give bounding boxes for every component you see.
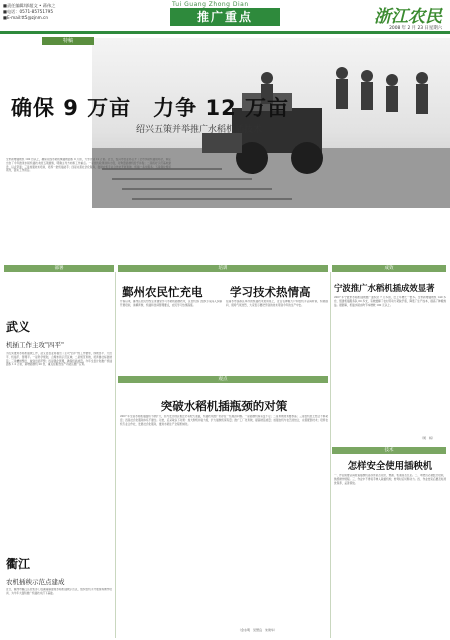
section-bar-training: 培训 (118, 265, 328, 272)
topic-label: 特稿 (42, 37, 94, 45)
yinzhou-headline: 鄞州农民忙充电 (122, 285, 203, 299)
study-headline: 学习技术热情高 (230, 285, 311, 299)
section-pinyin: Tui Guang Zhong Dian (172, 1, 249, 8)
lead-subheadline: 绍兴五策并举推广水稻机插技术 (135, 125, 262, 135)
editor-line: ■责任编辑/郭超文 • 蒋伟之 (3, 3, 56, 8)
ningbo-body: 2007 年宁波市水稻机插秧推广面积达 7 万多亩，比上年增长一倍多。全市新增插秧机 140 多台，组建机插服务队 60 多支，有效缓解了农村劳动力紧缺矛盾，降低了生产成本，提高了种粮效益。据测算，机插水稻亩均节本增效 100 元以上。 (334, 296, 446, 307)
masthead (0, 0, 450, 32)
section-bar-deploy: 部署 (4, 265, 114, 272)
phone-line: ■电话：0571-85751795 (3, 9, 54, 14)
column-divider-left (115, 272, 116, 638)
wuyi-headline: 武义 (6, 320, 31, 334)
safety-headline: 怎样安全使用插秧机 (347, 461, 433, 472)
qujiang-body: 近日，衢州市衢江区农机部门在湖南镇建成水稻机插秧示范点，组织农机手开展现场操作培训，为今年大面积推广机插技术打下基础。 (6, 588, 112, 595)
viewpoint-headline: 突破水稻机插瓶颈的对策 (160, 399, 288, 413)
wuyi-subheadline: 机插工作主攻"四平" (6, 341, 64, 349)
ningbo-headline: 宁波推广水稻机插成效显著 (334, 283, 435, 293)
viewpoint-body: 2007 年全省水稻机插面积不断扩大，但与发达地区相比仍有较大差距，机插技术推广仍存在一些瓶颈问题。一是插秧机保有量不足；二是育秧技术要求高；三是农机农艺结合不够紧密；四是社会化服务体系不健全。对此，应采取以下对策：加大购机补贴力度，扩大插秧机保有量；推广工厂化育秧，提高秧苗质量；加强农机与农艺的结合，完善配套技术；培育农机专业合作社，发展社会化服务，推进水稻生产全程机械化。 (120, 415, 328, 426)
lead-body: 全市新增插秧机 100 台以上，确保完成水稻机械插秧面积 9 万亩，力争达到 12 万亩。近日，绍兴市农业局召开了全市水稻机插现场会，制定出台了今年推进水稻机插技术的五项措施，明确主攻方向和工作重点。一是加大政策扶持力度，对购置插秧机给予补贴；二是抓好示范基地建设，以点带面；三是加强技术培训，培养一批机插能手；四是完善社会化服务，鼓励农机专业合作社开展育秧、机插一条龙服务；五是强化组织领导，落实工作责任。 (6, 158, 171, 173)
ningbo-byline: （周 杨） (420, 436, 436, 440)
qujiang-subheadline: 农机插秧示范点建成 (6, 578, 65, 586)
newspaper-logo: 浙江农民 (374, 7, 442, 27)
issue-date: 2008 年 2 月 23 日星期六 (389, 26, 442, 31)
yinzhou-body: 开春以来，鄞州区农民纷纷走进课堂学习水稻机插秧技术，区农机部门组织专家深入乡镇开展培训，讲解育秧、机插和田间管理要点，农民学习热情高涨。 (120, 300, 222, 307)
lead-headline: 确保 9 万亩 力争 12 万亩 (10, 96, 290, 120)
section-bar-technology: 技术 (332, 447, 446, 454)
masthead-contact (3, 3, 55, 21)
masthead-rule (0, 31, 450, 34)
section-bar-results: 成效 (332, 265, 446, 272)
column-divider-right (330, 272, 331, 638)
email-line: ■E-mail:tt5@zjnm.cn (3, 15, 49, 20)
wuyi-body: 为扎实推进水稻机插秧工作，武义县农业局提出了主攻"四平"的工作要求，即秧田平、大田平、机插平、管理平。一是科学规划，合理布局示范区域；二是规范育秧，培育健壮标准秧苗；三是精细整田，做到田面平整；四是强化管理，确保机插质量。今年全县计划推广机插面积 1.2 万亩，新增插秧机 20 台，重点在粮食生产功能区推广应用。 (6, 352, 112, 367)
viewpoint-authors: （金永明 吴慧良 朱建华） (238, 628, 278, 632)
qujiang-headline: 衢江 (6, 557, 31, 571)
section-title: 推广重点 (170, 8, 280, 26)
section-bar-viewpoint: 观点 (118, 376, 328, 383)
safety-body: 一、作业前要认真检查插秧机各部件是否完好，燃油、机油是否充足。二、驾驶员必须经过培训，熟悉操作规程。三、作业中不得将手伸入栽植机构，转弯时应切断动力。四、作业结束后要及时清洗保养，妥善停放。 (334, 474, 446, 485)
study-body: 在丽水市莲都区举办的机插技术培训班上，近百名种粮大户和农机手认真听讲，积极提问，现场气氛热烈，大家表示要把学到的技术用到今年的生产中去。 (226, 300, 328, 307)
